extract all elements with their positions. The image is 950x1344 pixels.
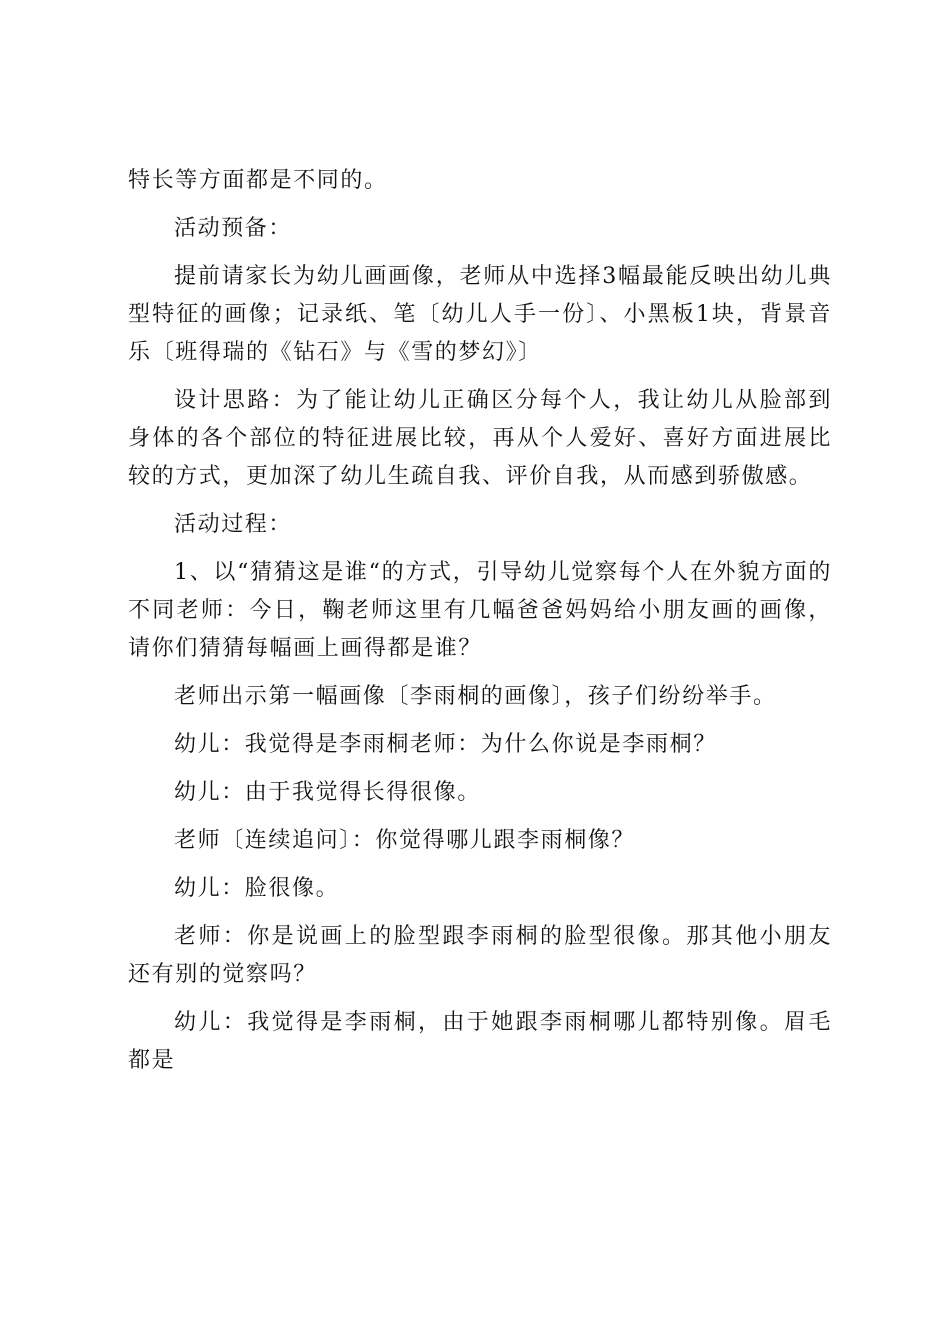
document-body [128, 162, 832, 1090]
dialogue-line: 幼儿：我觉得是李雨桐老师：为什么你说是李雨桐？ [174, 732, 717, 757]
paragraph: 设计思路：为了能让幼儿正确区分每个人，我让幼儿从脸部到身体的各个部位的特征进展比较，再从个人爱好、喜好方面进展比较的方式，更加深了幼儿生疏自我、评价自我，从而感到骄傲感。 [128, 388, 832, 489]
paragraph: 1、以“猜猜这是谁“的方式，引导幼儿觉察每个人在外貌方面的不同老师：今日，鞠老师这里有几幅爸爸妈妈给小朋友画的画像，请你们猜猜每幅画上画得都是谁？ [128, 560, 832, 661]
paragraph: 老师出示第一幅画像〔李雨桐的画像〕，孩子们纷纷举手。 [174, 684, 777, 709]
paragraph: 特长等方面都是不同的。 [128, 168, 388, 193]
section-heading-preparation: 活动预备： [174, 216, 293, 241]
dialogue-line: 老师〔连续追问〕：你觉得哪儿跟李雨桐像？ [174, 828, 636, 853]
dialogue-line: 老师：你是说画上的脸型跟李雨桐的脸型很像。那其他小朋友还有别的觉察吗？ [128, 924, 832, 987]
dialogue-line: 幼儿：脸很像。 [174, 876, 340, 901]
dialogue-line: 幼儿：我觉得是李雨桐，由于她跟李雨桐哪儿都特别像。眉毛都是 [128, 1010, 832, 1073]
paragraph: 提前请家长为幼儿画画像，老师从中选择3幅最能反映出幼儿典型特征的画像；记录纸、笔〔幼儿人手一份〕、小黑板1块，背景音乐〔班得瑞的《钻石》与《雪的梦幻》〕 [128, 264, 832, 365]
section-heading-process: 活动过程： [174, 512, 293, 537]
dialogue-line: 幼儿：由于我觉得长得很像。 [174, 780, 481, 805]
